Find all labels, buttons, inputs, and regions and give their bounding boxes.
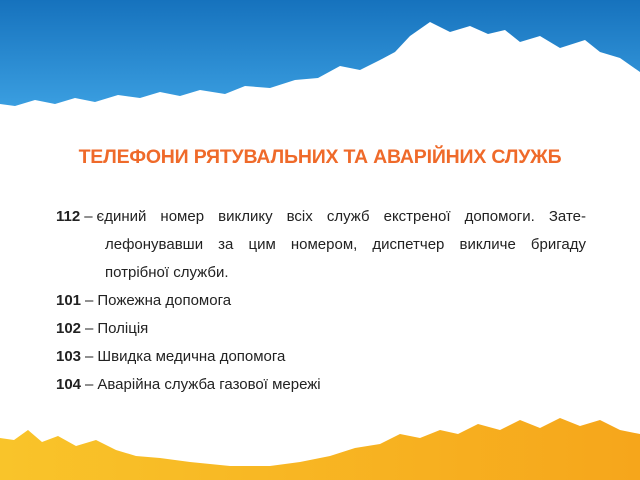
page-title: ТЕЛЕФОНИ РЯТУВАЛЬНИХ ТА АВАРІЙНИХ СЛУЖБ [78,146,562,168]
list-item [56,343,586,371]
phone-number: 101 [56,292,82,309]
separator: – [85,376,94,393]
phone-number: 104 [56,376,82,393]
list-item [56,315,586,343]
list-item [56,203,586,287]
entry-text: єдиний номер виклику всіх служб екстреної допомоги. Зате- [96,208,586,225]
entry-text: лефонувавши за цим номером, диспетчер викличе бригаду [105,236,586,253]
entry-first-line [56,203,586,231]
entry-text: потрібної служби. [105,264,229,281]
entry-text: Пожежна допомога [97,292,232,309]
phone-number: 103 [56,348,82,365]
separator: – [84,208,93,225]
sun-band-decoration [0,400,640,480]
phone-number: 102 [56,320,82,337]
separator: – [85,348,94,365]
list-item [56,287,586,315]
separator: – [85,320,94,337]
entry-text: Поліція [97,320,149,337]
emergency-numbers-list [56,203,586,399]
separator: – [85,292,94,309]
phone-number: 112 [56,208,81,225]
entry-text: Аварійна служба газової мережі [97,376,321,393]
list-item [56,371,586,399]
sky-band-decoration [0,0,640,140]
entry-text: Швидка медична допомога [97,348,286,365]
